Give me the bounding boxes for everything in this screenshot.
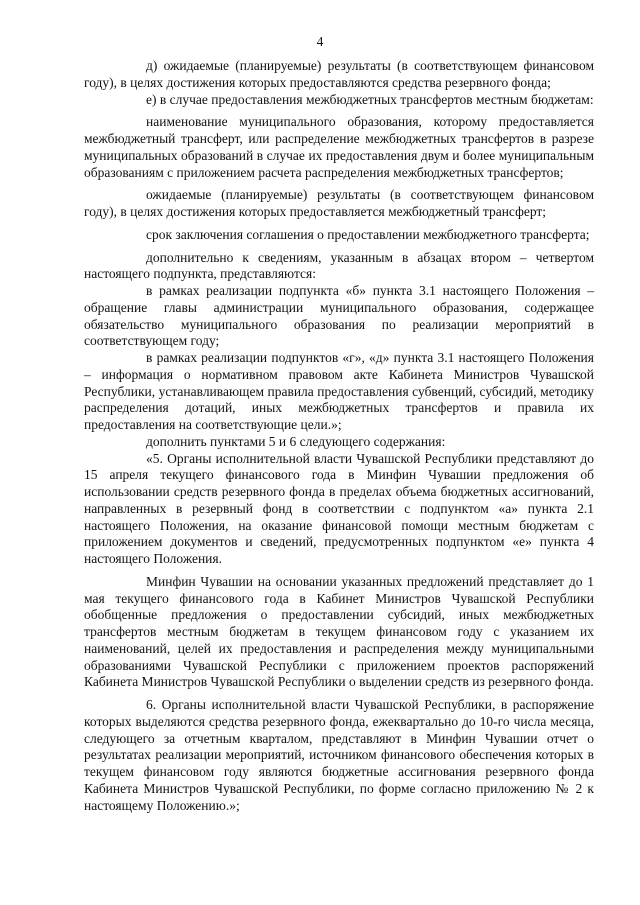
paragraph: 6. Органы исполнительной власти Чувашской Республики, в распоряжение которых выделяются средства резервного фонда, ежеквартально до 10-го числа месяца, следующего за отчетным кварталом, представляют в Минфин Чувашии отчет о результатах реализации мероприятий, источником финансового обеспечения которых в текущем финансовом году являются бюджетные ассигнования резервного фонда Кабинета Министров Чувашской Республики, по форме согласно приложению № 2 к настоящему Положению.»; [84,697,594,813]
paragraph: ожидаемые (планируемые) результаты (в соответствующем финансовом году), в целях достижения которых предоставляется межбюджетный трансферт; [84,187,594,219]
page-number: 4 [316,34,324,49]
paragraph: Минфин Чувашии на основании указанных предложений представляет до 1 мая текущего финансового года в Кабинет Министров Чувашской Республики обобщенные предложения о предоставлении субсидий, иных межбюджетных трансфертов местным бюджетам в текущем финансовом году с указанием их наименований, целей их предоставления и распределения между муниципальными образованиями Чувашской Республики с приложением проектов распоряжений Кабинета Министров Чувашской Республики о выделении средств из резервного фонда. [84,573,594,690]
paragraph: «5. Органы исполнительной власти Чувашской Республики представляют до 15 апреля текущего финансового года в Минфин Чувашии предложения об использовании средств резервного фонда в пределах объема бюджетных ассигнований, направленных в резервный фонд в соответствии с подпунктом «а» пункта 2.1 настоящего Положения, на оказание финансовой помощи местным бюджетам с приложением документов и сведений, предусмотренных подпунктом «е» пункта 4 настоящего Положения. [84,450,594,566]
paragraph: срок заключения соглашения о предоставлении межбюджетного трансферта; [146,226,590,242]
paragraph: в рамках реализации подпункта «б» пункта 3.1 настоящего Положения – обращение главы администрации муниципального образования, содержащее обязательство муниципального образования по реализации мероприятий в соответствующем году; [84,283,594,349]
paragraph: дополнительно к сведениям, указанным в абзацах втором – четвертом настоящего подпункта, представляются: [84,249,594,282]
document-body [84,58,594,814]
paragraph: дополнить пунктами 5 и 6 следующего содержания: [146,433,446,449]
paragraph: в рамках реализации подпунктов «г», «д» пункта 3.1 настоящего Положения – информация о нормативном правовом акте Кабинета Министров Чувашской Республики, устанавливающем правила предоставления субвенций, субсидий, методику распределения дотаций, иных межбюджетных трансфертов и правила их предоставления на соответствующие цели.»; [84,350,594,432]
paragraph: д) ожидаемые (планируемые) результаты (в соответствующем финансовом году), в целях достижения которых предоставляются средства резервного фонда; [84,58,594,90]
paragraph: е) в случае предоставления межбюджетных трансфертов местным бюджетам: [146,91,594,107]
paragraph: наименование муниципального образования, которому предоставляется межбюджетный трансферт, или распределение межбюджетных трансфертов в разрезе муниципальных образований в случае их предоставления двум и более муниципальным образованиям с приложением расчета распределения межбюджетных трансфертов; [84,114,594,180]
